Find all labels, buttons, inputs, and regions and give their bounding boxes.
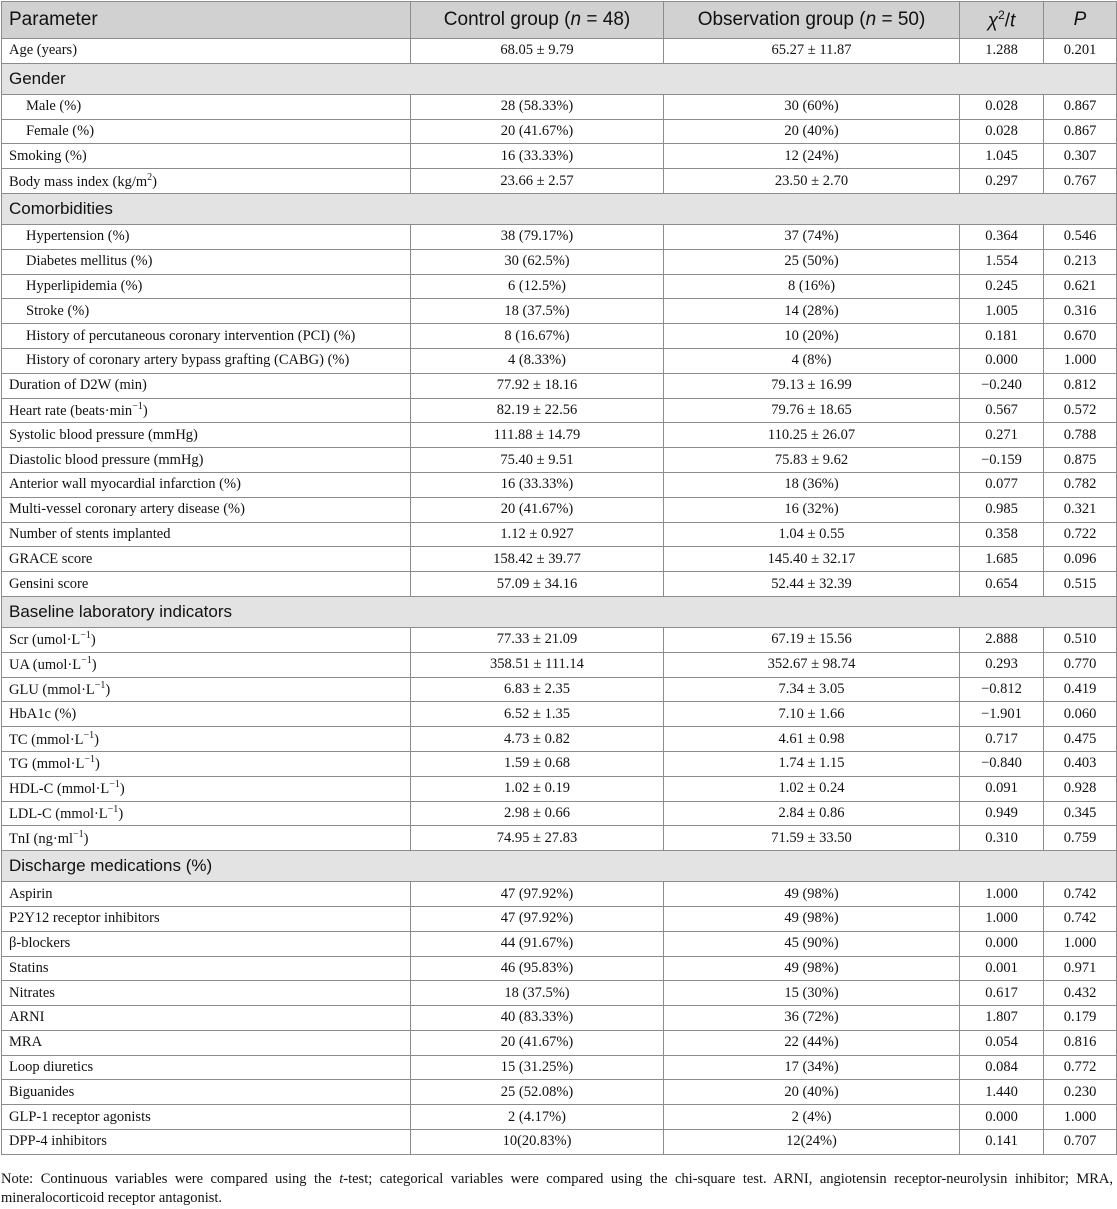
control-value-cell: 8 (16.67%)	[411, 324, 664, 349]
statistic-cell: −0.240	[960, 373, 1044, 398]
table-row	[2, 882, 1117, 907]
observation-value-cell: 23.50 ± 2.70	[664, 169, 960, 194]
observation-value-cell: 2.84 ± 0.86	[664, 801, 960, 826]
statistic-cell: 0.271	[960, 423, 1044, 448]
control-value-cell: 38 (79.17%)	[411, 224, 664, 249]
p-value-cell: 0.432	[1044, 981, 1117, 1006]
statistic-cell: 0.358	[960, 522, 1044, 547]
observation-value-cell: 12 (24%)	[664, 144, 960, 169]
control-value-cell: 47 (97.92%)	[411, 882, 664, 907]
control-value-cell: 25 (52.08%)	[411, 1080, 664, 1105]
observation-value-cell: 4 (8%)	[664, 348, 960, 373]
observation-value-cell: 145.40 ± 32.17	[664, 547, 960, 572]
header-statistic: $\chi^2/t$	[960, 2, 1044, 39]
table-row	[2, 1030, 1117, 1055]
table-row	[2, 931, 1117, 956]
observation-value-cell: 1.74 ± 1.15	[664, 751, 960, 776]
p-value-cell: 0.722	[1044, 522, 1117, 547]
table-row	[2, 39, 1117, 64]
observation-value-cell: 2 (4%)	[664, 1105, 960, 1130]
parameter-cell: HbA1c (%)	[2, 702, 411, 727]
parameter-cell: Statins	[2, 956, 411, 981]
p-value-cell: 0.770	[1044, 652, 1117, 677]
parameter-cell: Nitrates	[2, 981, 411, 1006]
observation-value-cell: 18 (36%)	[664, 472, 960, 497]
section-title: Gender	[2, 63, 1117, 94]
parameter-cell: Multi-vessel coronary artery disease (%)	[2, 497, 411, 522]
statistic-cell: −0.159	[960, 448, 1044, 473]
table-row	[2, 981, 1117, 1006]
statistic-cell: −0.812	[960, 677, 1044, 702]
table-row	[2, 801, 1117, 826]
statistic-cell: 0.000	[960, 1105, 1044, 1130]
table-header-row	[2, 2, 1117, 39]
control-value-cell: 23.66 ± 2.57	[411, 169, 664, 194]
section-header-row	[2, 851, 1117, 882]
observation-value-cell: 67.19 ± 15.56	[664, 627, 960, 652]
parameter-cell: HDL-C $(mmol\cdot L^{-1})$	[2, 776, 411, 801]
parameter-cell: TG $(mmol\cdot L^{-1})$	[2, 751, 411, 776]
control-value-cell: 46 (95.83%)	[411, 956, 664, 981]
table-row	[2, 906, 1117, 931]
p-value-cell: 0.816	[1044, 1030, 1117, 1055]
control-value-cell: 6.52 ± 1.35	[411, 702, 664, 727]
p-value-cell: 0.875	[1044, 448, 1117, 473]
statistic-cell: 0.084	[960, 1055, 1044, 1080]
observation-value-cell: 79.76 ± 18.65	[664, 398, 960, 423]
control-value-cell: 20 (41.67%)	[411, 119, 664, 144]
p-value-cell: 0.201	[1044, 39, 1117, 64]
statistic-cell: 2.888	[960, 627, 1044, 652]
statistic-cell: 1.045	[960, 144, 1044, 169]
statistic-cell: 0.054	[960, 1030, 1044, 1055]
statistic-cell: 0.141	[960, 1130, 1044, 1155]
control-value-cell: 18 (37.5%)	[411, 981, 664, 1006]
p-value-cell: 1.000	[1044, 348, 1117, 373]
statistic-cell: 0.310	[960, 826, 1044, 851]
p-value-cell: 0.403	[1044, 751, 1117, 776]
statistic-cell: 1.005	[960, 299, 1044, 324]
control-value-cell: 6.83 ± 2.35	[411, 677, 664, 702]
control-value-cell: 82.19 ± 22.56	[411, 398, 664, 423]
header-p-value: P	[1044, 2, 1117, 39]
statistic-cell: 0.364	[960, 224, 1044, 249]
statistic-cell: 0.717	[960, 727, 1044, 752]
statistic-cell: 0.654	[960, 572, 1044, 597]
parameter-cell: UA $(umol\cdot L^{-1})$	[2, 652, 411, 677]
statistic-cell: 0.293	[960, 652, 1044, 677]
observation-value-cell: 22 (44%)	[664, 1030, 960, 1055]
control-value-cell: 20 (41.67%)	[411, 1030, 664, 1055]
section-header-row	[2, 596, 1117, 627]
parameter-cell: Gensini score	[2, 572, 411, 597]
p-value-cell: 0.928	[1044, 776, 1117, 801]
observation-value-cell: 20 (40%)	[664, 1080, 960, 1105]
p-value-cell: 0.510	[1044, 627, 1117, 652]
observation-value-cell: 20 (40%)	[664, 119, 960, 144]
observation-value-cell: 65.27 ± 11.87	[664, 39, 960, 64]
parameter-cell: Systolic blood pressure (mmHg)	[2, 423, 411, 448]
parameter-cell: LDL-C $(mmol\cdot L^{-1})$	[2, 801, 411, 826]
observation-value-cell: 4.61 ± 0.98	[664, 727, 960, 752]
table-row	[2, 249, 1117, 274]
control-value-cell: 4.73 ± 0.82	[411, 727, 664, 752]
parameter-cell: Scr $(umol\cdot L^{-1})$	[2, 627, 411, 652]
parameter-cell: Number of stents implanted	[2, 522, 411, 547]
parameter-cell: Anterior wall myocardial infarction (%)	[2, 472, 411, 497]
parameter-cell: Stroke (%)	[2, 299, 411, 324]
table-row	[2, 702, 1117, 727]
p-value-cell: 0.060	[1044, 702, 1117, 727]
parameter-cell: MRA	[2, 1030, 411, 1055]
table-row	[2, 776, 1117, 801]
control-value-cell: 111.88 ± 14.79	[411, 423, 664, 448]
p-value-cell: 0.742	[1044, 906, 1117, 931]
table-row	[2, 652, 1117, 677]
observation-value-cell: 25 (50%)	[664, 249, 960, 274]
observation-value-cell: 352.67 ± 98.74	[664, 652, 960, 677]
table-row	[2, 348, 1117, 373]
control-value-cell: 68.05 ± 9.79	[411, 39, 664, 64]
table-row	[2, 1055, 1117, 1080]
parameter-cell: TnI $(ng\cdot ml^{-1})$	[2, 826, 411, 851]
observation-value-cell: 36 (72%)	[664, 1006, 960, 1031]
control-value-cell: 1.12 ± 0.927	[411, 522, 664, 547]
p-value-cell: 0.742	[1044, 882, 1117, 907]
observation-value-cell: 14 (28%)	[664, 299, 960, 324]
p-value-cell: 0.515	[1044, 572, 1117, 597]
table-row	[2, 727, 1117, 752]
observation-value-cell: 49 (98%)	[664, 906, 960, 931]
parameter-cell: Age (years)	[2, 39, 411, 64]
section-title: Comorbidities	[2, 193, 1117, 224]
table-row	[2, 751, 1117, 776]
p-value-cell: 0.867	[1044, 119, 1117, 144]
statistic-cell: −0.840	[960, 751, 1044, 776]
table-row	[2, 627, 1117, 652]
p-value-cell: 0.772	[1044, 1055, 1117, 1080]
control-value-cell: 20 (41.67%)	[411, 497, 664, 522]
p-value-cell: 0.670	[1044, 324, 1117, 349]
observation-value-cell: 8 (16%)	[664, 274, 960, 299]
table-row	[2, 169, 1117, 194]
observation-value-cell: 15 (30%)	[664, 981, 960, 1006]
p-value-cell: 0.419	[1044, 677, 1117, 702]
statistic-cell: 1.807	[960, 1006, 1044, 1031]
control-value-cell: 1.59 ± 0.68	[411, 751, 664, 776]
p-value-cell: 0.096	[1044, 547, 1117, 572]
table-row	[2, 472, 1117, 497]
statistic-cell: 0.181	[960, 324, 1044, 349]
statistic-cell: 0.567	[960, 398, 1044, 423]
table-row	[2, 572, 1117, 597]
observation-value-cell: 10 (20%)	[664, 324, 960, 349]
table-row	[2, 423, 1117, 448]
observation-value-cell: 1.04 ± 0.55	[664, 522, 960, 547]
parameter-cell: GLP-1 receptor agonists	[2, 1105, 411, 1130]
p-value-cell: 0.213	[1044, 249, 1117, 274]
control-value-cell: 30 (62.5%)	[411, 249, 664, 274]
control-value-cell: 16 (33.33%)	[411, 144, 664, 169]
p-value-cell: 0.345	[1044, 801, 1117, 826]
control-value-cell: 77.92 ± 18.16	[411, 373, 664, 398]
observation-value-cell: 110.25 ± 26.07	[664, 423, 960, 448]
statistic-cell: 0.028	[960, 94, 1044, 119]
control-value-cell: 158.42 ± 39.77	[411, 547, 664, 572]
statistic-cell: 0.000	[960, 348, 1044, 373]
p-value-cell: 1.000	[1044, 931, 1117, 956]
parameter-cell: P2Y12 receptor inhibitors	[2, 906, 411, 931]
section-title: Discharge medications (%)	[2, 851, 1117, 882]
table-row	[2, 497, 1117, 522]
p-value-cell: 0.812	[1044, 373, 1117, 398]
table-row	[2, 1105, 1117, 1130]
control-value-cell: 28 (58.33%)	[411, 94, 664, 119]
observation-value-cell: 1.02 ± 0.24	[664, 776, 960, 801]
header-parameter: Parameter	[2, 2, 411, 39]
p-value-cell: 0.621	[1044, 274, 1117, 299]
observation-value-cell: 17 (34%)	[664, 1055, 960, 1080]
p-value-cell: 0.321	[1044, 497, 1117, 522]
parameter-cell: TC $(mmol\cdot L^{-1})$	[2, 727, 411, 752]
statistic-cell: 0.091	[960, 776, 1044, 801]
observation-value-cell: 30 (60%)	[664, 94, 960, 119]
control-value-cell: 4 (8.33%)	[411, 348, 664, 373]
table-row	[2, 1006, 1117, 1031]
table-row	[2, 94, 1117, 119]
table-row	[2, 677, 1117, 702]
observation-value-cell: 49 (98%)	[664, 882, 960, 907]
parameter-cell: Body mass index $(kg/m^2)$	[2, 169, 411, 194]
table-row	[2, 448, 1117, 473]
control-value-cell: 77.33 ± 21.09	[411, 627, 664, 652]
statistic-cell: −1.901	[960, 702, 1044, 727]
p-value-cell: 0.788	[1044, 423, 1117, 448]
section-header-row	[2, 63, 1117, 94]
parameter-cell: DPP-4 inhibitors	[2, 1130, 411, 1155]
statistic-cell: 0.000	[960, 931, 1044, 956]
control-value-cell: 358.51 ± 111.14	[411, 652, 664, 677]
p-value-cell: 0.707	[1044, 1130, 1117, 1155]
p-value-cell: 1.000	[1044, 1105, 1117, 1130]
statistic-cell: 1.000	[960, 882, 1044, 907]
p-value-cell: 0.307	[1044, 144, 1117, 169]
statistic-cell: 1.685	[960, 547, 1044, 572]
p-value-cell: 0.767	[1044, 169, 1117, 194]
control-value-cell: 16 (33.33%)	[411, 472, 664, 497]
parameter-cell: Diabetes mellitus (%)	[2, 249, 411, 274]
table-row	[2, 144, 1117, 169]
baseline-characteristics-table	[1, 1, 1117, 1155]
control-value-cell: 2.98 ± 0.66	[411, 801, 664, 826]
table-row	[2, 1080, 1117, 1105]
control-value-cell: 10(20.83%)	[411, 1130, 664, 1155]
section-header-row	[2, 193, 1117, 224]
statistic-cell: 0.001	[960, 956, 1044, 981]
table-row	[2, 826, 1117, 851]
observation-value-cell: 7.10 ± 1.66	[664, 702, 960, 727]
section-title: Baseline laboratory indicators	[2, 596, 1117, 627]
parameter-cell: Hypertension (%)	[2, 224, 411, 249]
p-value-cell: 0.546	[1044, 224, 1117, 249]
control-value-cell: 75.40 ± 9.51	[411, 448, 664, 473]
control-value-cell: 47 (97.92%)	[411, 906, 664, 931]
table-row	[2, 1130, 1117, 1155]
control-value-cell: 57.09 ± 34.16	[411, 572, 664, 597]
table-row	[2, 299, 1117, 324]
table-footnote: Note: Continuous variables were compared using the t-test; categorical variables were compared using the chi-square test. ARNI, angiotensin receptor-neurolysin inhibitor; MRA, mineralocorticoid receptor antagonist.	[1, 1171, 1113, 1206]
observation-value-cell: 71.59 ± 33.50	[664, 826, 960, 851]
p-value-cell: 0.782	[1044, 472, 1117, 497]
observation-value-cell: 75.83 ± 9.62	[664, 448, 960, 473]
statistic-cell: 0.949	[960, 801, 1044, 826]
table-row	[2, 522, 1117, 547]
parameter-cell: GLU $(mmol\cdot L^{-1})$	[2, 677, 411, 702]
p-value-cell: 0.971	[1044, 956, 1117, 981]
table-row	[2, 547, 1117, 572]
observation-value-cell: 45 (90%)	[664, 931, 960, 956]
statistic-cell: 1.000	[960, 906, 1044, 931]
statistic-cell: 0.617	[960, 981, 1044, 1006]
control-value-cell: 6 (12.5%)	[411, 274, 664, 299]
control-value-cell: 44 (91.67%)	[411, 931, 664, 956]
parameter-cell: Diastolic blood pressure (mmHg)	[2, 448, 411, 473]
statistic-cell: 0.245	[960, 274, 1044, 299]
statistic-cell: 0.985	[960, 497, 1044, 522]
statistic-cell: 0.077	[960, 472, 1044, 497]
p-value-cell: 0.230	[1044, 1080, 1117, 1105]
p-value-cell: 0.572	[1044, 398, 1117, 423]
parameter-cell: Smoking (%)	[2, 144, 411, 169]
control-value-cell: 15 (31.25%)	[411, 1055, 664, 1080]
observation-value-cell: 7.34 ± 3.05	[664, 677, 960, 702]
observation-value-cell: 12(24%)	[664, 1130, 960, 1155]
statistic-cell: 0.028	[960, 119, 1044, 144]
control-value-cell: 74.95 ± 27.83	[411, 826, 664, 851]
parameter-cell: Heart rate $(beats\cdot\min^{-1})$	[2, 398, 411, 423]
observation-value-cell: 52.44 ± 32.39	[664, 572, 960, 597]
parameter-cell: Hyperlipidemia (%)	[2, 274, 411, 299]
statistic-cell: 1.554	[960, 249, 1044, 274]
observation-value-cell: 79.13 ± 16.99	[664, 373, 960, 398]
parameter-cell: Duration of D2W (min)	[2, 373, 411, 398]
control-value-cell: 2 (4.17%)	[411, 1105, 664, 1130]
statistic-cell: 1.288	[960, 39, 1044, 64]
parameter-cell: Male (%)	[2, 94, 411, 119]
table-row	[2, 274, 1117, 299]
p-value-cell: 0.759	[1044, 826, 1117, 851]
control-value-cell: 40 (83.33%)	[411, 1006, 664, 1031]
control-value-cell: 1.02 ± 0.19	[411, 776, 664, 801]
observation-value-cell: 16 (32%)	[664, 497, 960, 522]
p-value-cell: 0.316	[1044, 299, 1117, 324]
parameter-cell: GRACE score	[2, 547, 411, 572]
observation-value-cell: 49 (98%)	[664, 956, 960, 981]
p-value-cell: 0.867	[1044, 94, 1117, 119]
statistic-cell: 1.440	[960, 1080, 1044, 1105]
parameter-cell: ARNI	[2, 1006, 411, 1031]
observation-value-cell: 37 (74%)	[664, 224, 960, 249]
table-body	[2, 39, 1117, 1155]
statistic-cell: 0.297	[960, 169, 1044, 194]
table-row	[2, 119, 1117, 144]
header-observation-group: Observation group (n = 50)	[664, 2, 960, 39]
parameter-cell: History of percutaneous coronary intervention (PCI) (%)	[2, 324, 411, 349]
parameter-cell: β-blockers	[2, 931, 411, 956]
table-row	[2, 224, 1117, 249]
table-row	[2, 398, 1117, 423]
table-row	[2, 956, 1117, 981]
parameter-cell: Loop diuretics	[2, 1055, 411, 1080]
parameter-cell: Female (%)	[2, 119, 411, 144]
control-value-cell: 18 (37.5%)	[411, 299, 664, 324]
header-control-group: Control group (n = 48)	[411, 2, 664, 39]
table-row	[2, 373, 1117, 398]
parameter-cell: Biguanides	[2, 1080, 411, 1105]
parameter-cell: History of coronary artery bypass grafting (CABG) (%)	[2, 348, 411, 373]
p-value-cell: 0.475	[1044, 727, 1117, 752]
table-row	[2, 324, 1117, 349]
p-value-cell: 0.179	[1044, 1006, 1117, 1031]
parameter-cell: Aspirin	[2, 882, 411, 907]
